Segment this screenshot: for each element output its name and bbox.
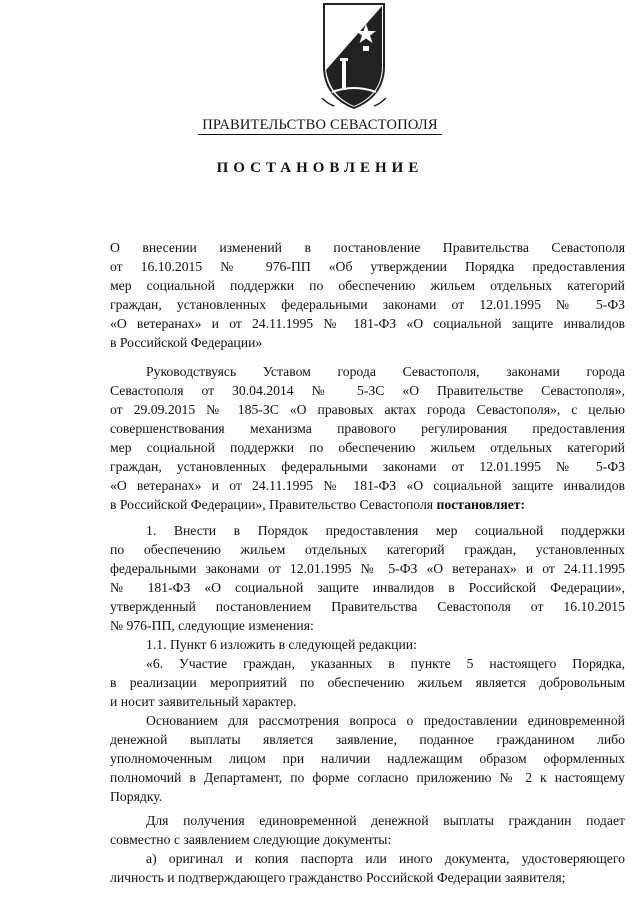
preamble-last-line [110, 495, 625, 514]
p6-line: «6. Участие граждан, указанных в пункте 5 настоящего Порядка, [146, 656, 625, 671]
basis-line: уполномоченным лицом при наличии надлежащим образом оформленных [110, 751, 625, 766]
item-a-line: личность и подтверждающего гражданство Российской Федерации заявителя; [110, 870, 566, 885]
preamble [110, 362, 625, 514]
preamble-line: граждан, установленных федеральными законами от 12.01.1995 № 5-ФЗ [110, 459, 625, 474]
item-a-line: а) оригинал и копия паспорта или иного документа, удостоверяющего [146, 851, 625, 866]
title-line: О внесении изменений в постановление Правительства Севастополя [110, 240, 625, 255]
sevastopol-coat-of-arms-icon [318, 0, 390, 112]
title-line: «О ветеранах» и от 24.11.1995 № 181-ФЗ «О социальной защите инвалидов [110, 316, 625, 331]
preamble-line: Руководствуясь Уставом города Севастополя, законами города [146, 364, 625, 379]
basis-line: денежной выплаты является заявление, поданное гражданином либо [110, 732, 625, 747]
preamble-line: совершенствования механизма правового регулирования предоставления [110, 421, 625, 436]
preamble-line: в Российской Федерации», Правительство Севастополя [110, 497, 437, 512]
item1-line: по обеспечению жильем отдельных категорий граждан, установленных [110, 542, 625, 557]
item-1 [110, 521, 625, 887]
docs-line: совместно с заявлением следующие документы: [110, 832, 392, 847]
basis-line: полномочий в Департамент, по форме согласно приложению № 2 к настоящему [110, 770, 625, 785]
title-line: граждан, установленных федеральными законами от 12.01.1995 № 5-ФЗ [110, 297, 625, 312]
preamble-line: от 29.09.2015 № 185-ЗС «О правовых актах города Севастополя», с целью [110, 402, 625, 417]
p6-line: и носит заявительный характер. [110, 694, 297, 709]
preamble-line: Севастополя от 30.04.2014 № 5-ЗС «О Правительстве Севастополя», [110, 383, 625, 398]
title-line: в Российской Федерации» [110, 335, 263, 350]
decree-verb: постановляет: [436, 497, 526, 512]
decree-title [110, 238, 625, 352]
organization-name: ПРАВИТЕЛЬСТВО СЕВАСТОПОЛЯ [0, 117, 640, 134]
preamble-line: «О ветеранах» и от 24.11.1995 № 181-ФЗ «О социальной защите инвалидов [110, 478, 625, 493]
document-type-heading: ПОСТАНОВЛЕНИЕ [216, 160, 424, 176]
docs-line: Для получения единовременной денежной выплаты гражданин подает [146, 813, 625, 828]
preamble-line: мер социальной поддержки по обеспечению жильем отдельных категорий [110, 440, 625, 455]
item-1-1: 1.1. Пункт 6 изложить в следующей редакции: [146, 637, 417, 652]
title-line: от 16.10.2015 № 976-ПП «Об утверждении Порядка предоставления [110, 259, 625, 274]
title-line: мер социальной поддержки по обеспечению жильем отдельных категорий [110, 278, 625, 293]
item1-line: № 976-ПП, следующие изменения: [110, 618, 314, 633]
item1-line: утвержденный постановлением Правительства Севастополя от 16.10.2015 [110, 599, 625, 614]
item1-line: № 181-ФЗ «О социальной защите инвалидов в Российской Федерации», [110, 580, 625, 595]
p6-line: в реализации мероприятий по обеспечению жильем является добровольным [110, 675, 625, 690]
basis-line: Порядку. [110, 789, 163, 804]
basis-line: Основанием для рассмотрения вопроса о предоставлении единовременной [146, 713, 625, 728]
item1-line: федеральными законами от 12.01.1995 № 5-ФЗ «О ветеранах» и от 24.11.1995 [110, 561, 625, 576]
item1-line: 1. Внести в Порядок предоставления мер социальной поддержки [146, 523, 625, 538]
